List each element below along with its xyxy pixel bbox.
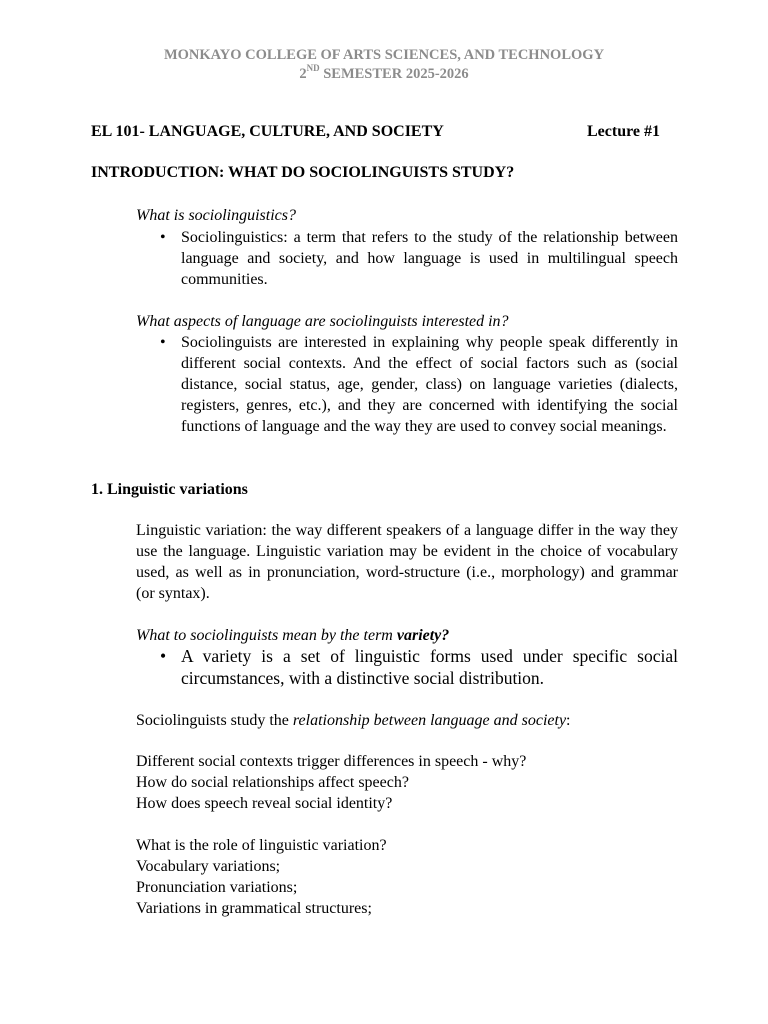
list-item: Pronunciation variations; bbox=[136, 879, 298, 896]
question-list bbox=[136, 751, 526, 814]
list-item: What is the role of linguistic variation? bbox=[136, 837, 387, 854]
study-prefix: Sociolinguists study the bbox=[136, 712, 293, 729]
list-item: How do social relationships affect speech? bbox=[136, 774, 409, 791]
question-variety-term: variety? bbox=[396, 627, 450, 644]
sociolinguists-interests: Sociolinguists are interested in explaining why people speak differently in different social contexts. And the effect of social factors such as (social distance, social status, age, gender, class) on language varieties (dialects, registers, genres, etc.), and they are concerned with identifying the social functions of language and the way they are used to convey social meanings. bbox=[181, 334, 678, 435]
section-heading-linguistic-variations: 1. Linguistic variations bbox=[91, 481, 248, 498]
list-item: Variations in grammatical structures; bbox=[136, 900, 372, 917]
bullet-icon: • bbox=[160, 229, 166, 246]
course-title: EL 101- LANGUAGE, CULTURE, AND SOCIETY bbox=[91, 123, 444, 140]
college-name: MONKAYO COLLEGE OF ARTS SCIENCES, AND TECHNOLOGY bbox=[163, 47, 605, 63]
question-aspects-of-language: What aspects of language are sociolinguists interested in? bbox=[136, 313, 509, 330]
lecture-number: Lecture #1 bbox=[587, 123, 661, 140]
study-statement bbox=[136, 710, 571, 731]
semester-superscript: ND bbox=[306, 63, 320, 74]
question-what-is-sociolinguistics: What is sociolinguistics? bbox=[136, 207, 296, 224]
bullet-icon: • bbox=[160, 334, 166, 351]
semester-line bbox=[0, 64, 768, 85]
study-suffix: : bbox=[566, 712, 571, 729]
question-variety bbox=[136, 625, 449, 646]
linguistic-variation-definition: Linguistic variation: the way different speakers of a language differ in the way they use the language. Linguistic variation may be evident in the choice of vocabulary used, as well as in pronunciation, word-structure (i.e., morphology) and grammar (or syntax). bbox=[136, 522, 678, 602]
study-emphasis: relationship between language and society bbox=[292, 712, 567, 729]
semester-text: SEMESTER 2025-2026 bbox=[319, 66, 469, 82]
list-item: Different social contexts trigger differences in speech - why? bbox=[136, 753, 527, 770]
variety-definition: A variety is a set of linguistic forms used under specific social circumstances, with a distinctive social distribution. bbox=[181, 646, 678, 688]
question-variety-prefix: What to sociolinguists mean by the term bbox=[136, 627, 397, 644]
variation-role-list bbox=[136, 835, 387, 919]
list-item: Vocabulary variations; bbox=[136, 858, 281, 875]
intro-heading: INTRODUCTION: WHAT DO SOCIOLINGUISTS STUDY? bbox=[91, 164, 515, 181]
bullet-icon: • bbox=[160, 646, 167, 666]
list-item: How does speech reveal social identity? bbox=[136, 795, 393, 812]
semester-number: 2 bbox=[299, 66, 307, 82]
sociolinguistics-definition: Sociolinguistics: a term that refers to the study of the relationship between language and society, and how language is used in multilingual speech communities. bbox=[181, 229, 678, 288]
